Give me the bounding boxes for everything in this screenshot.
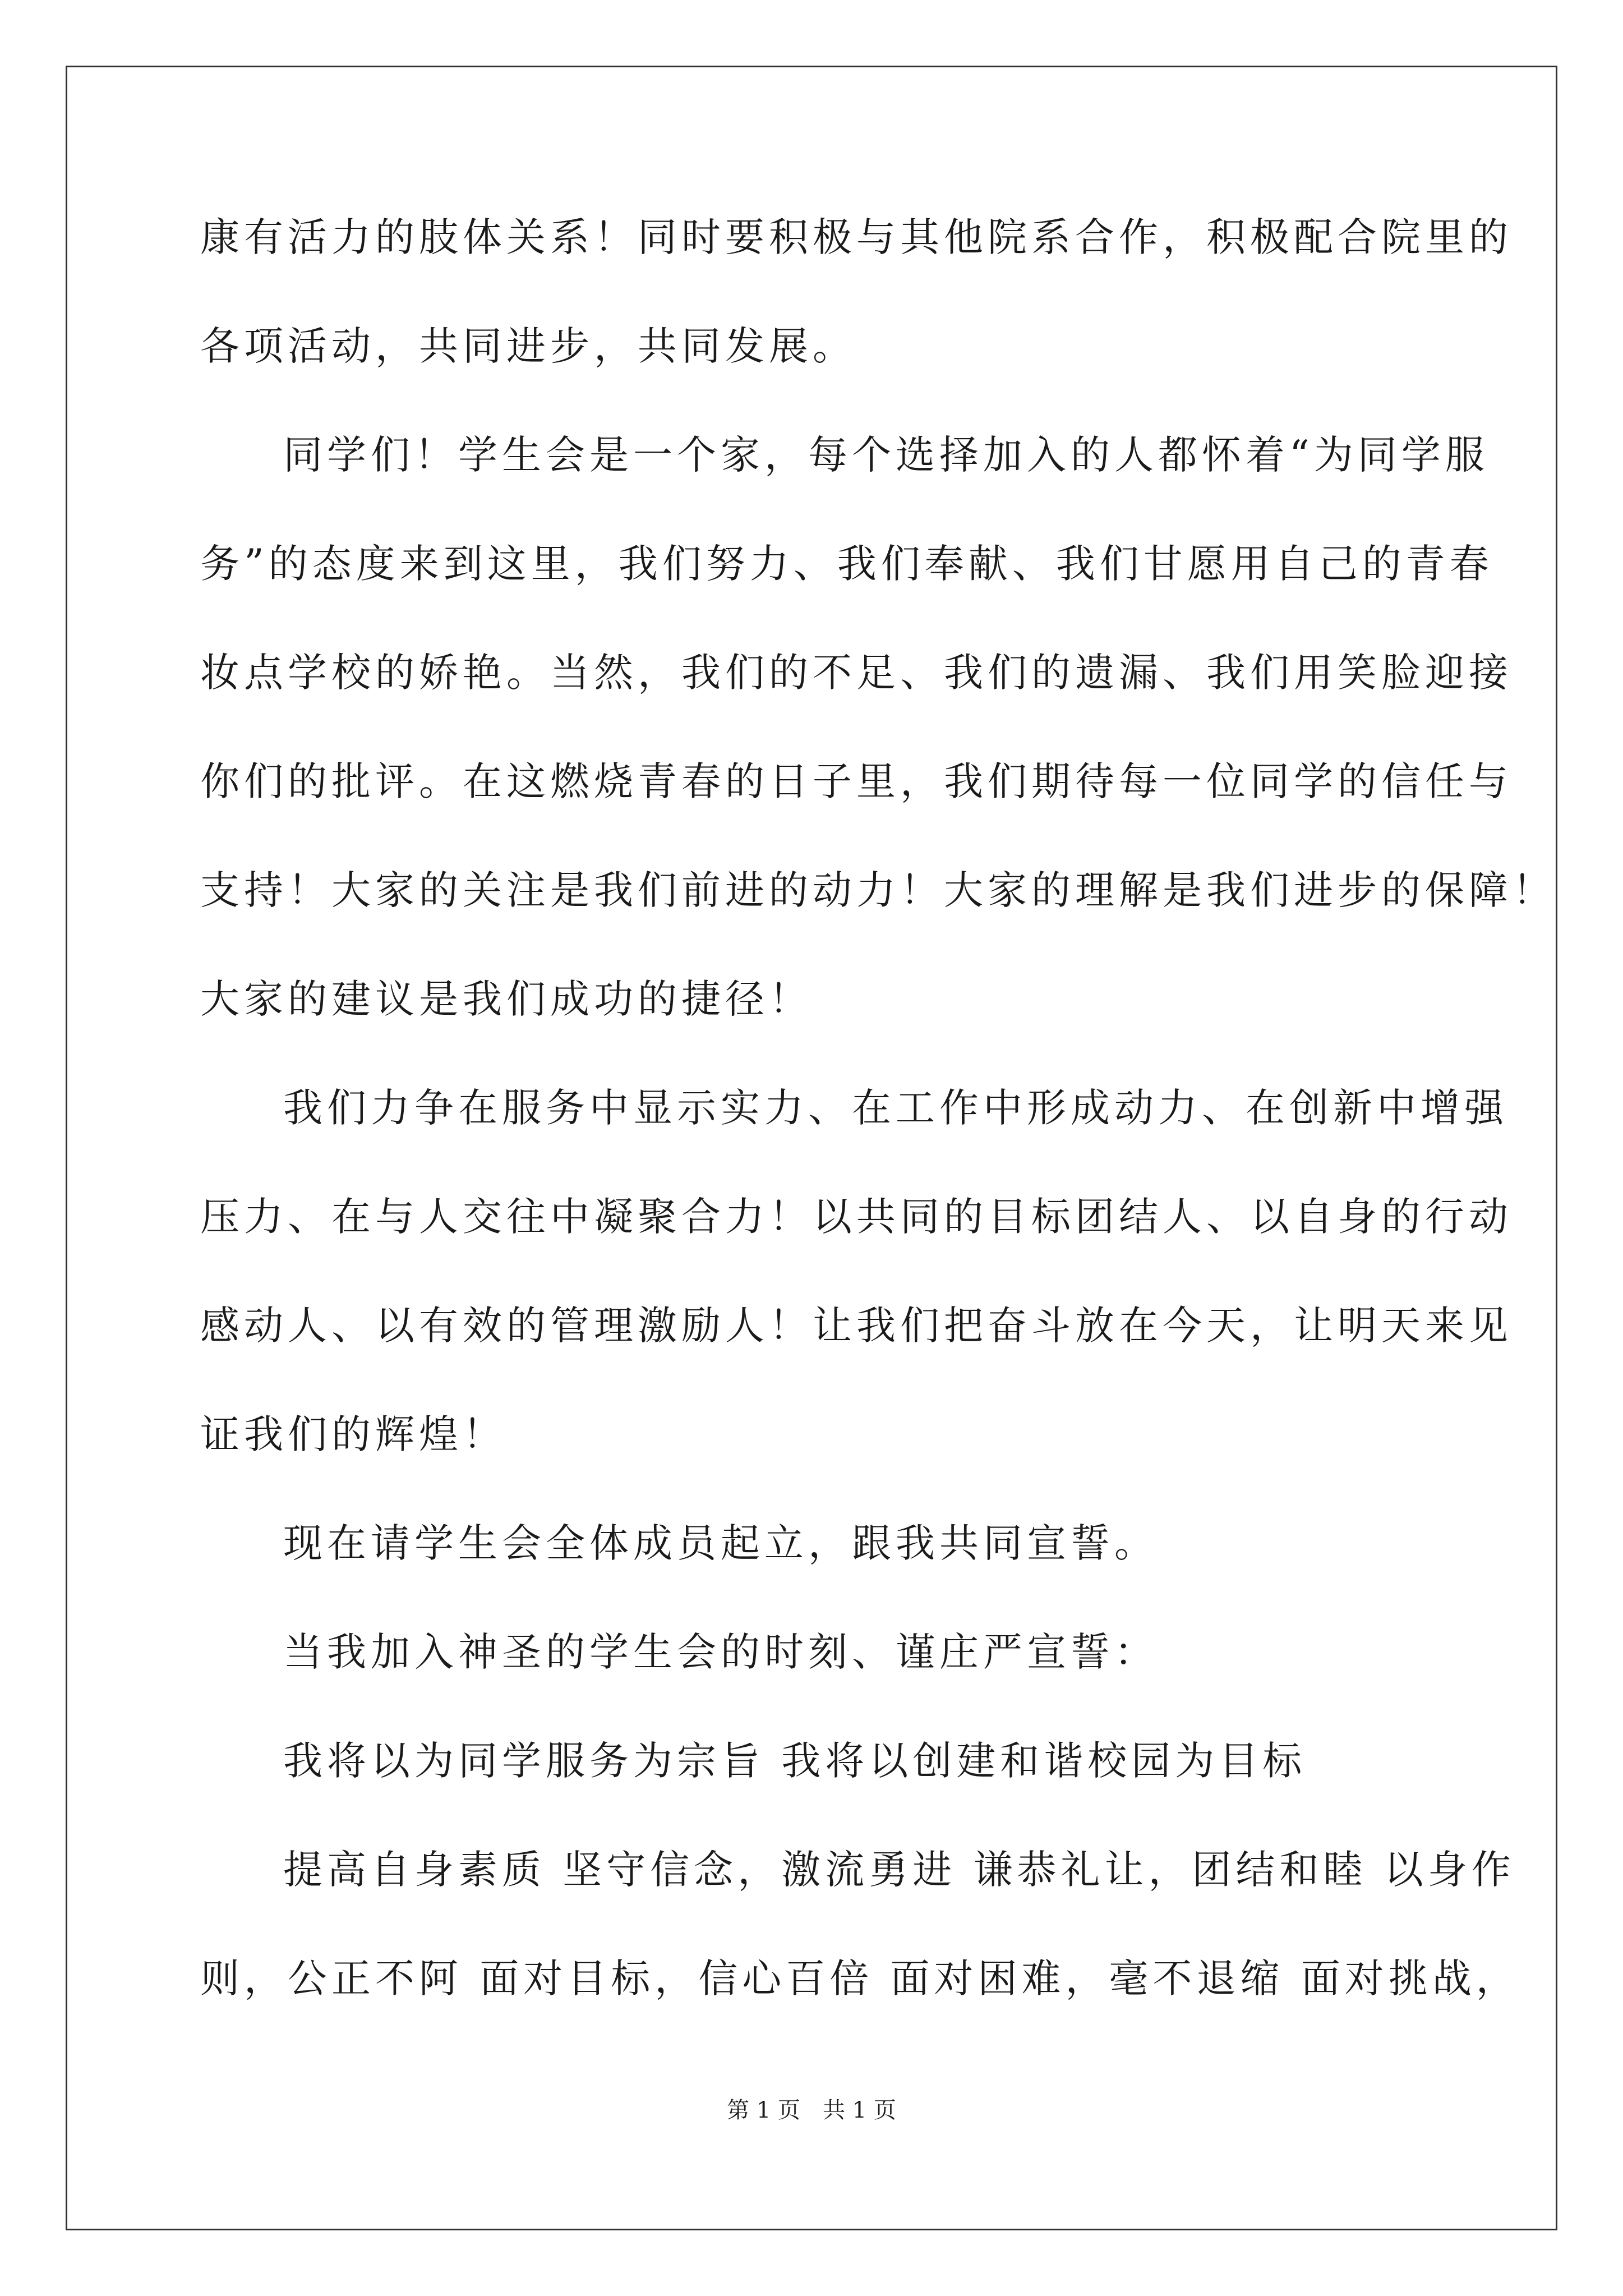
page-number-footer: 第 1 页 共 1 页 xyxy=(727,2097,896,2123)
text-line: 感动人、以有效的管理激励人！让我们把奋斗放在今天，让明天来见 xyxy=(200,1303,1513,1349)
paragraph-start-line: 提高自身素质 坚守信念，激流勇进 谦恭礼让，团结和睦 以身作 xyxy=(283,1847,1515,1893)
document-body xyxy=(200,214,1556,2068)
paragraph-start-line: 同学们！学生会是一个家，每个选择加入的人都怀着“为同学服 xyxy=(283,432,1489,478)
text-line: 你们的批评。在这燃烧青春的日子里，我们期待每一位同学的信任与 xyxy=(200,758,1513,804)
text-line: 证我们的辉煌！ xyxy=(200,1411,506,1457)
text-line: 务”的态度来到这里，我们努力、我们奉献、我们甘愿用自己的青春 xyxy=(200,541,1493,587)
text-line: 妆点学校的娇艳。当然，我们的不足、我们的遗漏、我们用笑脸迎接 xyxy=(200,650,1513,696)
text-line: 支持！大家的关注是我们前进的动力！大家的理解是我们进步的保障！ xyxy=(200,867,1556,913)
text-line: 压力、在与人交往中凝聚合力！以共同的目标团结人、以自身的行动 xyxy=(200,1194,1513,1240)
paragraph-start-line: 当我加入神圣的学生会的时刻、谨庄严宣誓： xyxy=(283,1629,1158,1675)
paragraph-start-line: 现在请学生会全体成员起立，跟我共同宣誓。 xyxy=(283,1520,1158,1566)
text-line: 则，公正不阿 面对目标，信心百倍 面对困难，毫不退缩 面对挑战， xyxy=(200,1955,1520,2001)
text-line: 康有活力的肢体关系！同时要积极与其他院系合作，积极配合院里的 xyxy=(200,214,1513,260)
text-line: 大家的建议是我们成功的捷径！ xyxy=(200,976,813,1022)
paragraph-start-line: 我将以为同学服务为宗旨 我将以创建和谐校园为目标 xyxy=(283,1738,1307,1784)
paragraph-start-line: 我们力争在服务中显示实力、在工作中形成动力、在创新中增强 xyxy=(283,1085,1508,1131)
text-line: 各项活动，共同进步，共同发展。 xyxy=(200,323,856,369)
